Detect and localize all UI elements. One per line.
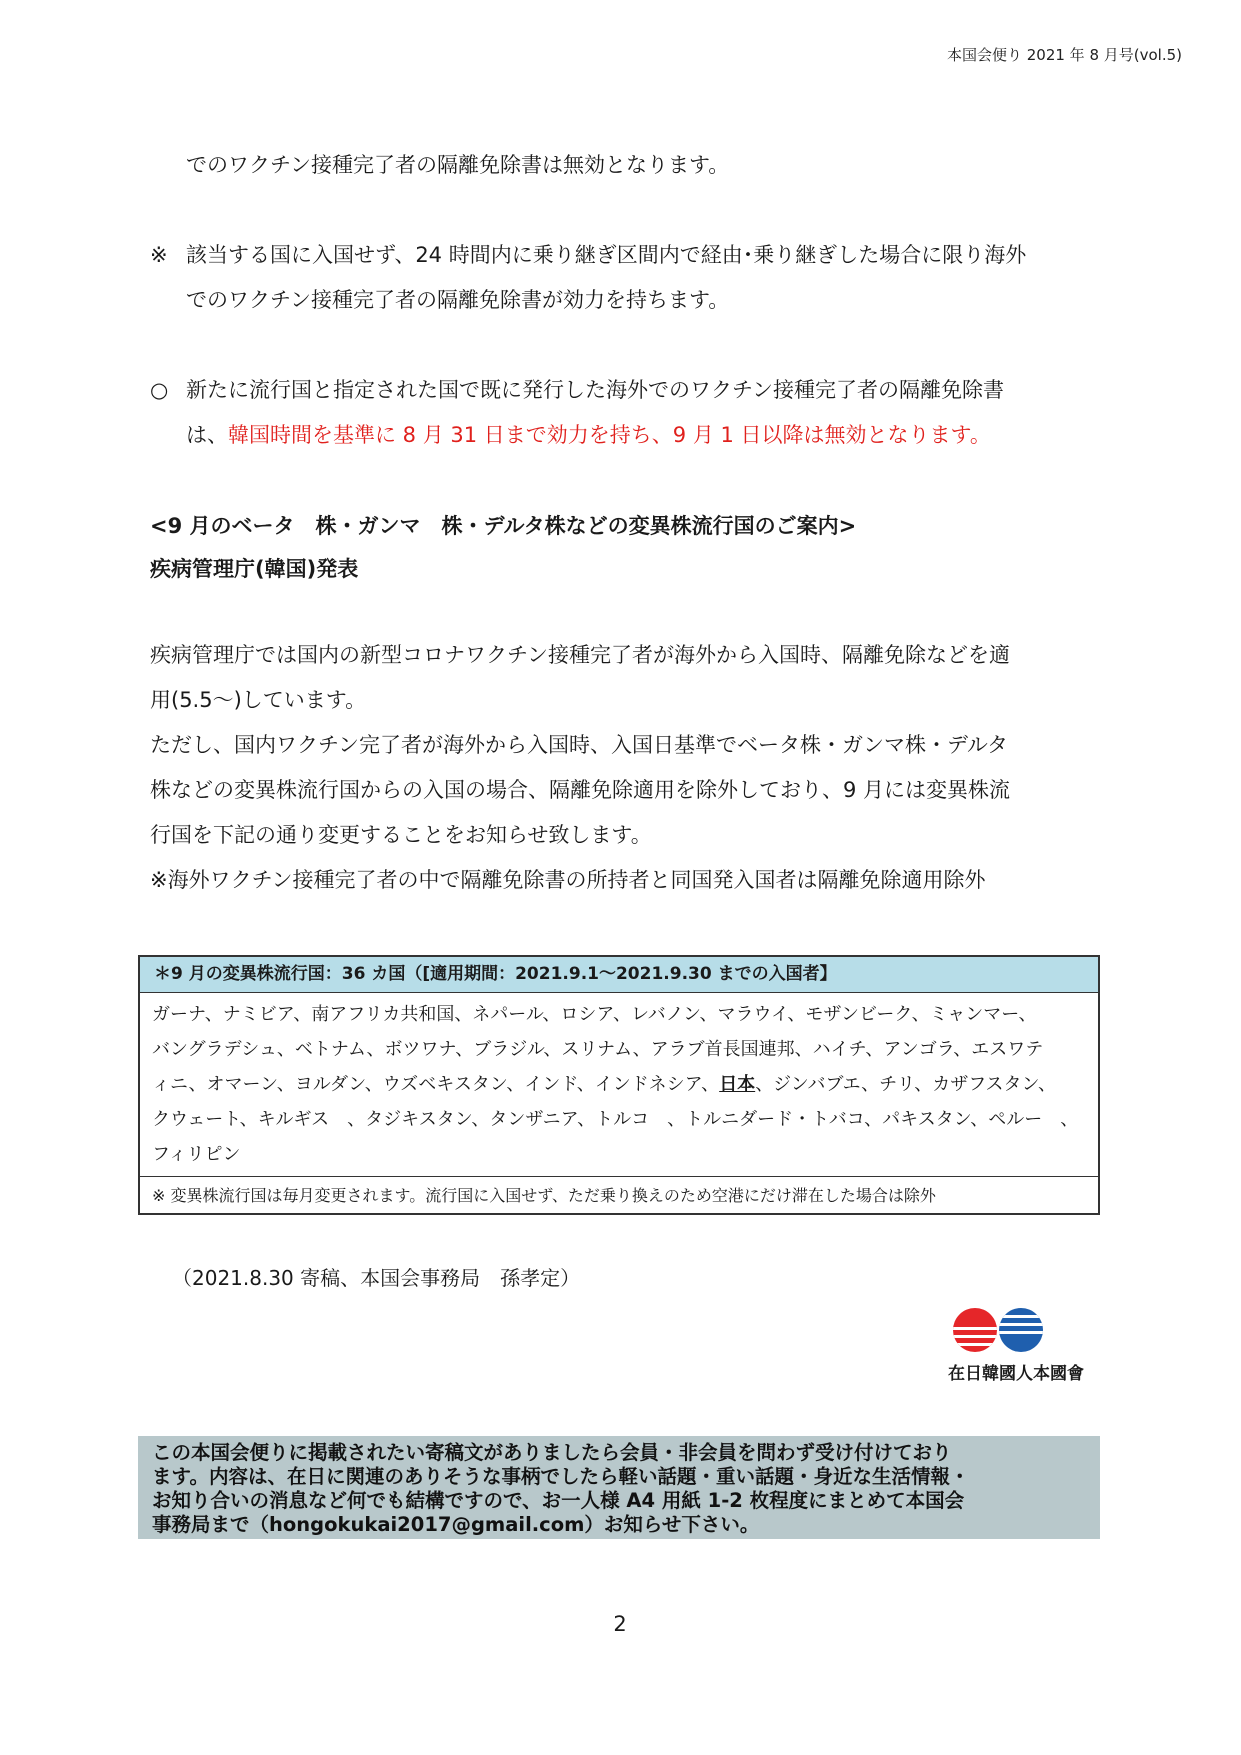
paragraph-line: 行国を下記の通り変更することをお知らせ致します。 [150, 823, 652, 847]
country-line: クウェート、キルギス 、タジキスタン、タンザニア、トルコ 、トルニダード・トバコ、パキスタン、ペルー 、 [152, 1109, 1079, 1130]
paragraph-line: 疾病管理庁では国内の新型コロナワクチン接種完了者が海外から入国時、隔離免除などを適 [150, 643, 1010, 667]
circle-line-2-red-text: 韓国時間を基準に 8 月 31 日まで効力を持ち、9 月 1 日以降は無効となります。 [228, 423, 991, 447]
logo-blue-circle [998, 1305, 1048, 1355]
submission-banner [138, 1436, 1100, 1539]
country-list-box [138, 955, 1100, 1215]
highlighted-country-japan: 日本 [719, 1074, 756, 1095]
paragraph-line: ただし、国内ワクチン完了者が海外から入国時、入国日基準でベータ株・ガンマ株・デルタ [150, 733, 1009, 757]
logo-mark-icon [948, 1305, 1048, 1355]
country-line: フィリピン [152, 1144, 241, 1165]
banner-line: お知り合いの消息など何でも結構ですので、お一人様 A4 用紙 1-2 枚程度にまとめて本国会 [152, 1489, 965, 1512]
section-paragraph [150, 640, 1010, 910]
circle-line-1: 新たに流行国と指定された国で既に発行した海外でのワクチン接種完了者の隔離免除書 [186, 378, 1004, 402]
note-line-2: でのワクチン接種完了者の隔離免除書が効力を持ちます。 [186, 288, 730, 312]
country-line: バングラデシュ、ベトナム、ボツワナ、ブラジル、スリナム、アラブ首長国連邦、ハイチ、アンゴラ、エスワテ [152, 1039, 1044, 1060]
country-box-header: ＊9 月の変異株流行国：36 カ国（[適用期間：2021.9.1～2021.9.30 までの入国者】 [140, 957, 1098, 993]
country-line: ガーナ、ナミビア、南アフリカ共和国、ネパール、ロシア、レバノン、マラウイ、モザンビーク、ミャンマー、 [152, 1004, 1037, 1025]
paragraph-line: ※海外ワクチン接種完了者の中で隔離免除書の所持者と同国発入国者は隔離免除適用除外 [150, 868, 986, 892]
circle-mark: ○ [150, 378, 169, 402]
running-header: 本国会便り 2021 年 8 月号(vol.5) [946, 46, 1182, 64]
paragraph-line: 用(5.5～)しています。 [150, 688, 367, 712]
signature: （2021.8.30 寄稿、本国会事務局 孫孝定） [172, 1266, 581, 1290]
banner-line: この本国会便りに掲載されたい寄稿文がありましたら会員・非会員を問わず受け付けており [152, 1441, 952, 1464]
paragraph-line: 株などの変異株流行国からの入国の場合、隔離免除適用を除外しており、9 月には変異株流 [150, 778, 1011, 802]
page-number: 2 [613, 1612, 627, 1636]
organization-logo [948, 1305, 1108, 1390]
banner-line: 事務局まで（hongokukai2017@gmail.com）お知らせ下さい。 [152, 1513, 760, 1536]
section-title: <9 月のベータ 株・ガンマ 株・デルタ株などの変異株流行国のご案内> [150, 514, 857, 538]
circle-line-2-prefix: は、 [186, 423, 228, 447]
country-list [140, 993, 1098, 1177]
country-box-footnote: ※ 変異株流行国は毎月変更されます。流行国に入国せず、ただ乗り換えのため空港にだけ滞在した場合は除外 [152, 1186, 936, 1205]
continuation-text: でのワクチン接種完了者の隔離免除書は無効となります。 [186, 153, 730, 177]
country-line-part: 、ジンバブエ、チリ、カザフスタン、 [755, 1074, 1057, 1095]
banner-line: ます。内容は、在日に関連のありそうな事柄でしたら軽い話題・重い話題・身近な生活情報・ [152, 1465, 970, 1488]
country-line-part: ィニ、オマーン、ヨルダン、ウズベキスタン、インド、インドネシア、 [152, 1074, 720, 1095]
note-mark: ※ [150, 243, 168, 267]
circle-line-2 [186, 420, 991, 450]
note-line-1: 該当する国に入国せず、24 時間内に乗り継ぎ区間内で経由･乗り継ぎした場合に限り海外 [186, 243, 1027, 267]
logo-text: 在日韓國人本國會 [948, 1364, 1084, 1384]
section-subtitle: 疾病管理庁(韓国)発表 [150, 557, 359, 581]
country-line [152, 1067, 1088, 1102]
